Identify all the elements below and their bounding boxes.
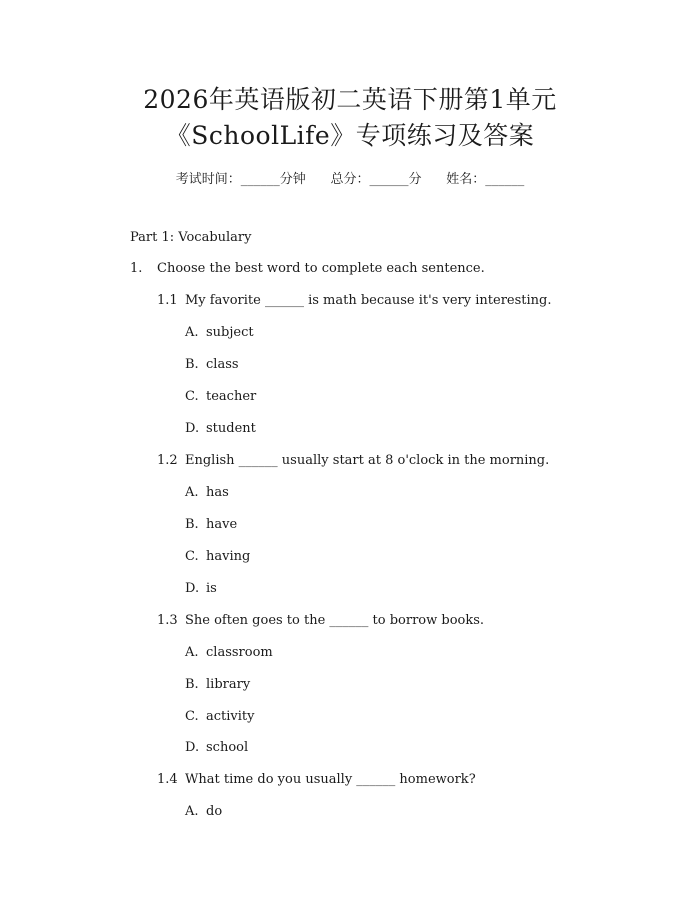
option-text: is [206,581,217,596]
option-text: have [206,517,238,532]
question-number: 1.1 [157,293,178,308]
question-text: English ______ usually start at 8 o'clock in the morning. [185,453,550,468]
option-letter: B. [185,357,199,372]
option-text: activity [206,709,255,724]
option-letter: C. [185,709,199,724]
document-title-line-2: 《SchoolLife》专项练习及答案 [165,121,535,150]
option-letter: D. [185,581,200,596]
option-letter: B. [185,677,199,692]
option-text: having [206,549,251,564]
question-text: My favorite ______ is math because it's very interesting. [185,293,552,308]
option-text: student [206,421,256,436]
exam-info: 考试时间：______分钟 总分：______分 姓名：______ [175,172,525,187]
option-text: has [206,485,229,500]
option-letter: D. [185,740,200,755]
section-instruction: Choose the best word to complete each sentence. [157,261,485,276]
option-text: do [206,804,223,819]
question-number: 1.2 [157,453,178,468]
option-letter: C. [185,549,199,564]
option-text: teacher [206,389,257,404]
option-text: school [206,740,249,755]
question-text: She often goes to the ______ to borrow books. [185,613,485,628]
question-number: 1.3 [157,613,178,628]
question-text: What time do you usually ______ homework? [185,772,476,787]
option-letter: B. [185,517,199,532]
option-letter: A. [185,325,199,340]
document-title-line-1: 2026年英语版初二英语下册第1单元 [143,85,557,114]
section-number: 1. [130,261,143,276]
option-text: subject [206,325,254,340]
question-number: 1.4 [157,772,178,787]
option-text: classroom [206,645,273,660]
option-text: library [206,677,251,692]
option-letter: A. [185,804,199,819]
option-letter: A. [185,485,199,500]
option-letter: C. [185,389,199,404]
part-heading: Part 1: Vocabulary [130,230,252,245]
option-letter: A. [185,645,199,660]
option-text: class [206,357,239,372]
option-letter: D. [185,421,200,436]
